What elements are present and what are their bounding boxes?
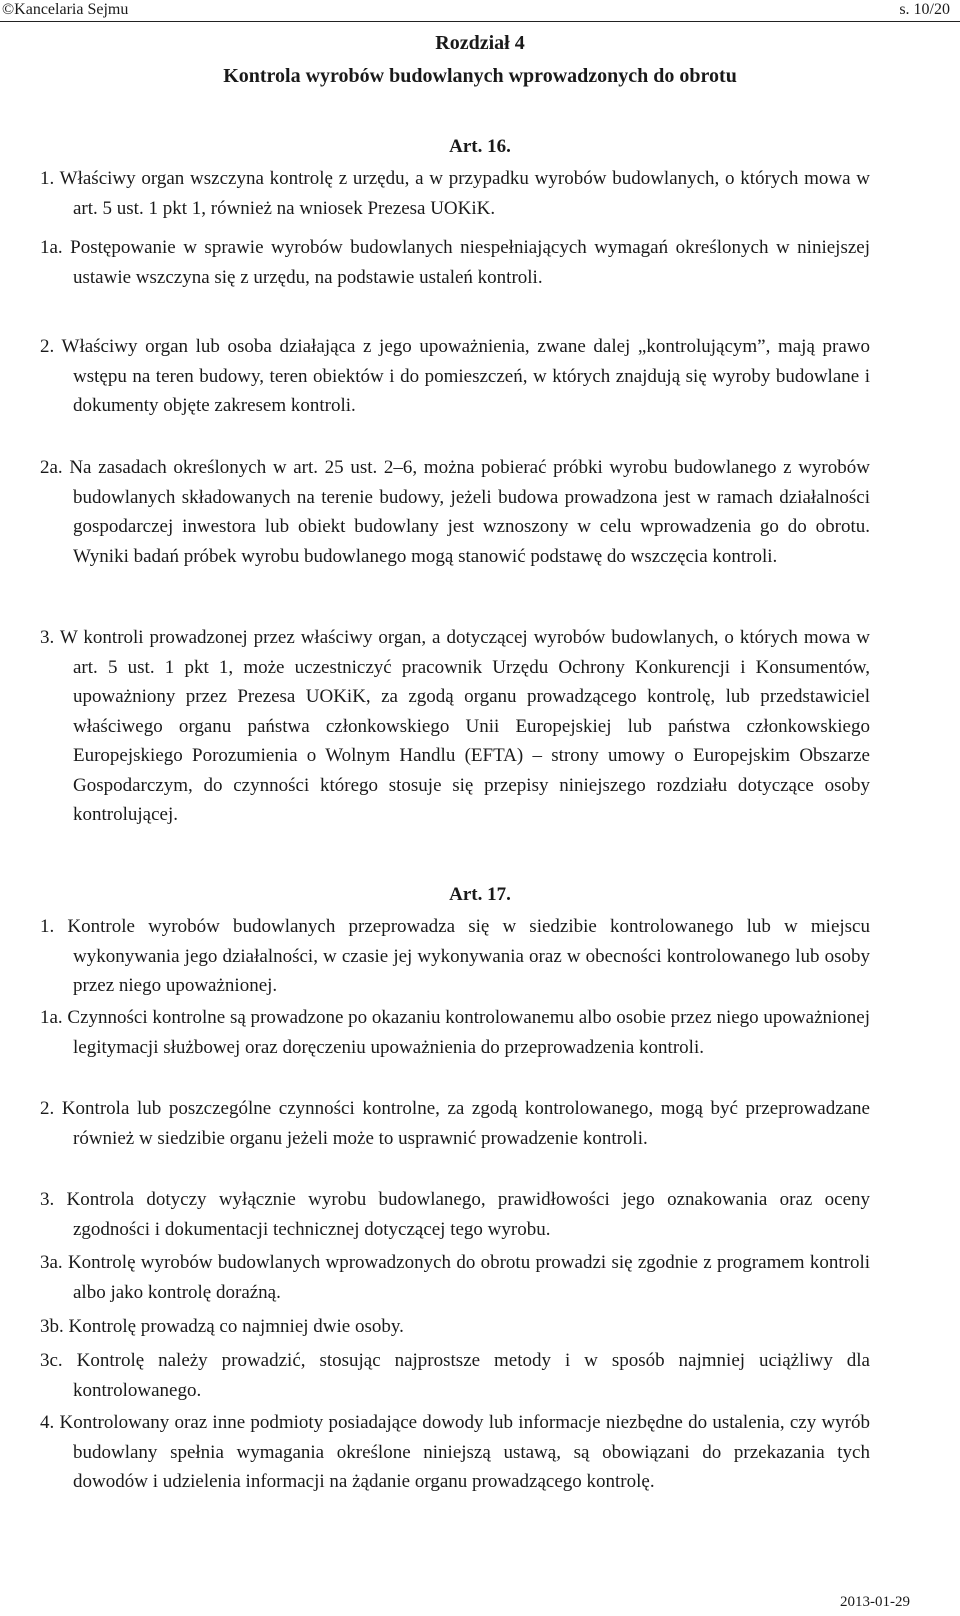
art17-paragraph-3a: 3a. Kontrolę wyrobów budowlanych wprowadzonych do obrotu prowadzi się zgodnie z programem kontroli albo jako kontrolę doraźną. bbox=[40, 1252, 870, 1303]
art16-paragraph-3: 3. W kontroli prowadzonej przez właściwy organ, a dotyczącej wyrobów budowlanych, o których mowa w art. 5 ust. 1 pkt 1, może uczestniczyć pracownik Urzędu Ochrony Konkurencji i Konsumentów, upoważniony przez Prezesa UOKiK, za zgodą organu prowadzącego kontrolę, lub przedstawiciel właściwego organu państwa członkowskiego Unii Europejskiej lub państwa członkowskiego Europejskiego Porozumienia o Wolnym Handlu (EFTA) – strony umowy o Europejskim Obszarze Gospodarczym, do czynności którego stosuje się przepisy niniejszego rozdziału dotyczące osoby kontrolującej. bbox=[40, 627, 870, 825]
chapter-title: Kontrola wyrobów budowlanych wprowadzonych do obrotu bbox=[223, 65, 737, 87]
art17-paragraph-3: 3. Kontrola dotyczy wyłącznie wyrobu budowlanego, prawidłowości jego oznakowania oraz oceny zgodności i dokumentacji technicznej dotyczącej tego wyrobu. bbox=[40, 1189, 870, 1240]
header-page-number: s. 10/20 bbox=[899, 1, 950, 18]
art16-paragraph-1a: 1a. Postępowanie w sprawie wyrobów budowlanych niespełniających wymagań określonych w niniejszej ustawie wszczyna się z urzędu, na podstawie ustaleń kontroli. bbox=[40, 237, 870, 288]
art17-title: Art. 17. bbox=[449, 884, 511, 905]
art17-paragraph-1a: 1a. Czynności kontrolne są prowadzone po okazaniu kontrolowanemu albo osobie przez niego upoważnionej legitymacji służbowej oraz doręczeniu upoważnienia do przeprowadzenia kontroli. bbox=[40, 1007, 870, 1058]
art16-paragraph-1: 1. Właściwy organ wszczyna kontrolę z urzędu, a w przypadku wyrobów budowlanych, o których mowa w art. 5 ust. 1 pkt 1, również na wniosek Prezesa UOKiK. bbox=[40, 168, 870, 219]
art17-paragraph-4: 4. Kontrolowany oraz inne podmioty posiadające dowody lub informacje niezbędne do ustalenia, czy wyrób budowlany spełnia wymagania określone niniejszą ustawą, są obowiązani do przekazania tych dowodów i udzielenia informacji na żądanie organu prowadzącego kontrolę. bbox=[40, 1412, 870, 1492]
footer-date: 2013-01-29 bbox=[840, 1594, 910, 1610]
art17-paragraph-3b: 3b. Kontrolę prowadzą co najmniej dwie osoby. bbox=[40, 1316, 404, 1337]
header-source: ©Kancelaria Sejmu bbox=[2, 1, 129, 18]
art16-title: Art. 16. bbox=[449, 136, 511, 157]
art17-paragraph-3c: 3c. Kontrolę należy prowadzić, stosując najprostsze metody i w sposób najmniej uciążliwy dla kontrolowanego. bbox=[40, 1350, 870, 1401]
art16-paragraph-2: 2. Właściwy organ lub osoba działająca z jego upoważnienia, zwane dalej „kontrolującym”, mają prawo wstępu na teren budowy, teren obiektów i do pomieszczeń, w których znajdują się wyroby budowlane i dokumenty objęte zakresem kontroli. bbox=[40, 336, 870, 416]
header-rule bbox=[0, 21, 960, 22]
art16-paragraph-2a: 2a. Na zasadach określonych w art. 25 ust. 2–6, można pobierać próbki wyrobu budowlanego z wyrobów budowlanych składowanych na terenie budowy, jeżeli budowa prowadzona jest w ramach działalności gospodarczej inwestora lub obiekt budowlany jest wznoszony w celu wprowadzenia go do obrotu. Wyniki badań próbek wyrobu budowlanego mogą stanowić podstawę do wszczęcia kontroli. bbox=[40, 457, 870, 567]
art17-paragraph-1: 1. Kontrole wyrobów budowlanych przeprowadza się w siedzibie kontrolowanego lub w miejscu wykonywania jego działalności, w czasie jej wykonywania oraz w obecności kontrolowanego lub osoby przez niego upoważnionej. bbox=[40, 916, 870, 996]
page-header bbox=[0, 0, 960, 22]
art17-paragraph-2: 2. Kontrola lub poszczególne czynności kontrolne, za zgodą kontrolowanego, mogą być przeprowadzane również w siedzibie organu jeżeli może to usprawnić prowadzenie kontroli. bbox=[40, 1098, 870, 1149]
chapter-number: Rozdział 4 bbox=[435, 32, 525, 54]
